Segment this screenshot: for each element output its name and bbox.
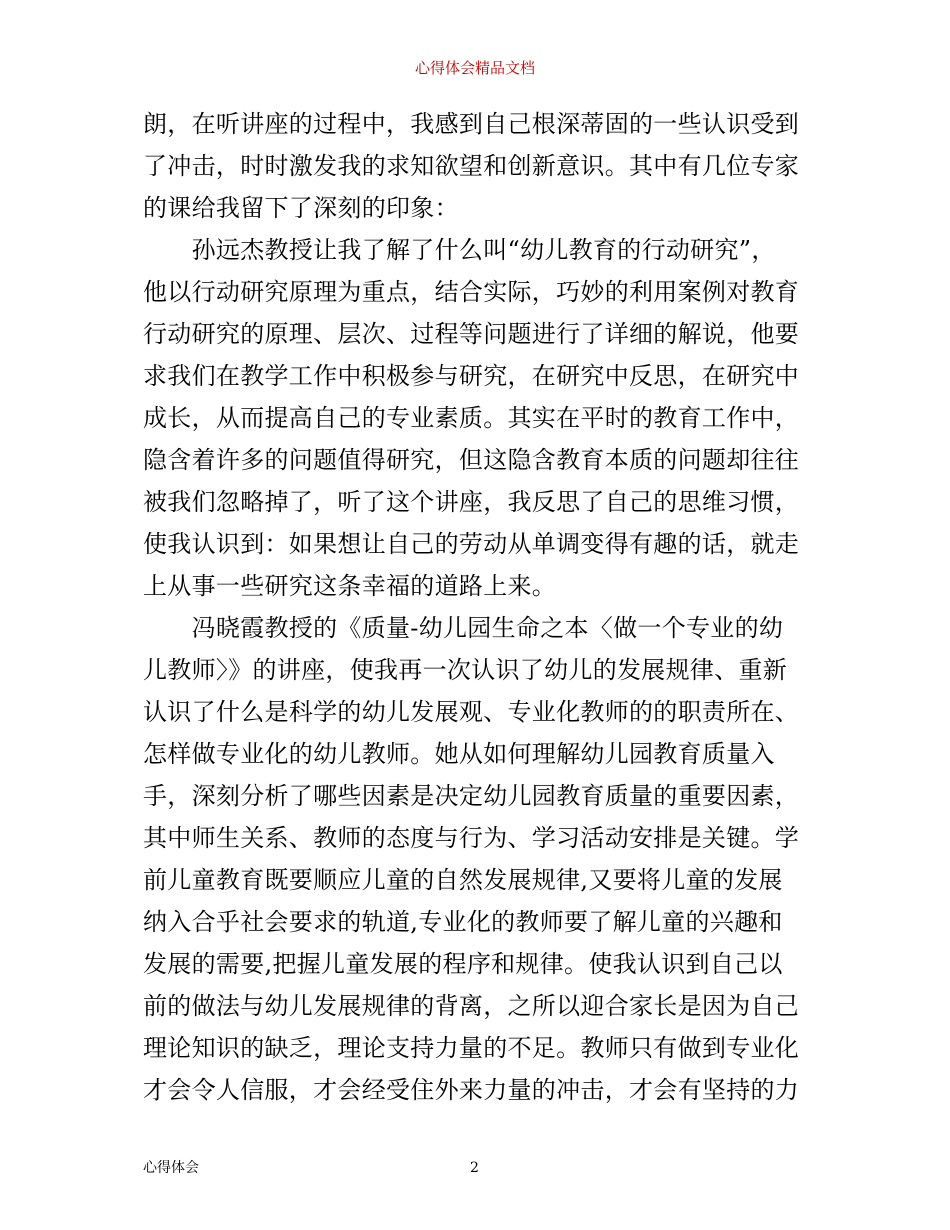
text-line: 朗，在听讲座的过程中，我感到自己根深蒂固的一些认识受到 <box>143 110 800 138</box>
text-line: 才会令人信服，才会经受住外来力量的冲击，才会有坚持的力 <box>143 1076 800 1104</box>
text-line: 的课给我留下了深刻的印象： <box>143 194 459 222</box>
text-line: 他以行动研究原理为重点，结合实际，巧妙的利用案例对教育 <box>143 278 800 306</box>
text-line: 了冲击，时时激发我的求知欲望和创新意识。其中有几位专家 <box>143 152 800 180</box>
text-line: 行动研究的原理、层次、过程等问题进行了详细的解说，他要 <box>143 320 800 348</box>
text-line: 儿教师〉》的讲座，使我再一次认识了幼儿的发展规律、重新 <box>143 656 788 684</box>
text-line: 纳入合乎社会要求的轨道,专业化的教师要了解儿童的兴趣和 <box>143 908 783 936</box>
text-line: 手，深刻分析了哪些因素是决定幼儿园教育质量的重要因素， <box>143 782 800 810</box>
text-line: 认识了什么是科学的幼儿发展观、专业化教师的的职责所在、 <box>143 698 800 726</box>
page-header-title: 心得体会精品文档 <box>414 59 535 77</box>
text-line: 怎样做专业化的幼儿教师。她从如何理解幼儿园教育质量入 <box>143 740 775 768</box>
document-body <box>143 103 813 1111</box>
text-line: 理论知识的缺乏，理论支持力量的不足。教师只有做到专业化 <box>143 1034 800 1062</box>
text-line: 上从事一些研究这条幸福的道路上来。 <box>143 572 557 600</box>
footer-label: 心得体会 <box>143 1160 199 1176</box>
text-line: 发展的需要,把握儿童发展的程序和规律。使我认识到自己以 <box>143 950 783 978</box>
text-line: 求我们在教学工作中积极参与研究，在研究中反思，在研究中 <box>143 362 800 390</box>
text-line: 孙远杰教授让我了解了什么叫“幼儿教育的行动研究”， <box>143 236 776 264</box>
text-line: 前的做法与幼儿发展规律的背离，之所以迎合家长是因为自己 <box>143 992 800 1020</box>
text-line: 使我认识到：如果想让自己的劳动从单调变得有趣的话，就走 <box>143 530 800 558</box>
text-line: 隐含着许多的问题值得研究，但这隐含教育本质的问题却往往 <box>143 446 800 474</box>
text-line: 前儿童教育既要顺应儿童的自然发展规律,又要将儿童的发展 <box>143 866 783 894</box>
text-line: 成长，从而提高自己的专业素质。其实在平时的教育工作中， <box>143 404 800 432</box>
page-number: 2 <box>470 1160 479 1176</box>
text-line: 其中师生关系、教师的态度与行为、学习活动安排是关键。学 <box>143 824 800 852</box>
text-line: 冯晓霞教授的《质量-幼儿园生命之本〈做一个专业的幼 <box>143 614 784 642</box>
text-line: 被我们忽略掉了，听了这个讲座，我反思了自己的思维习惯， <box>143 488 800 516</box>
